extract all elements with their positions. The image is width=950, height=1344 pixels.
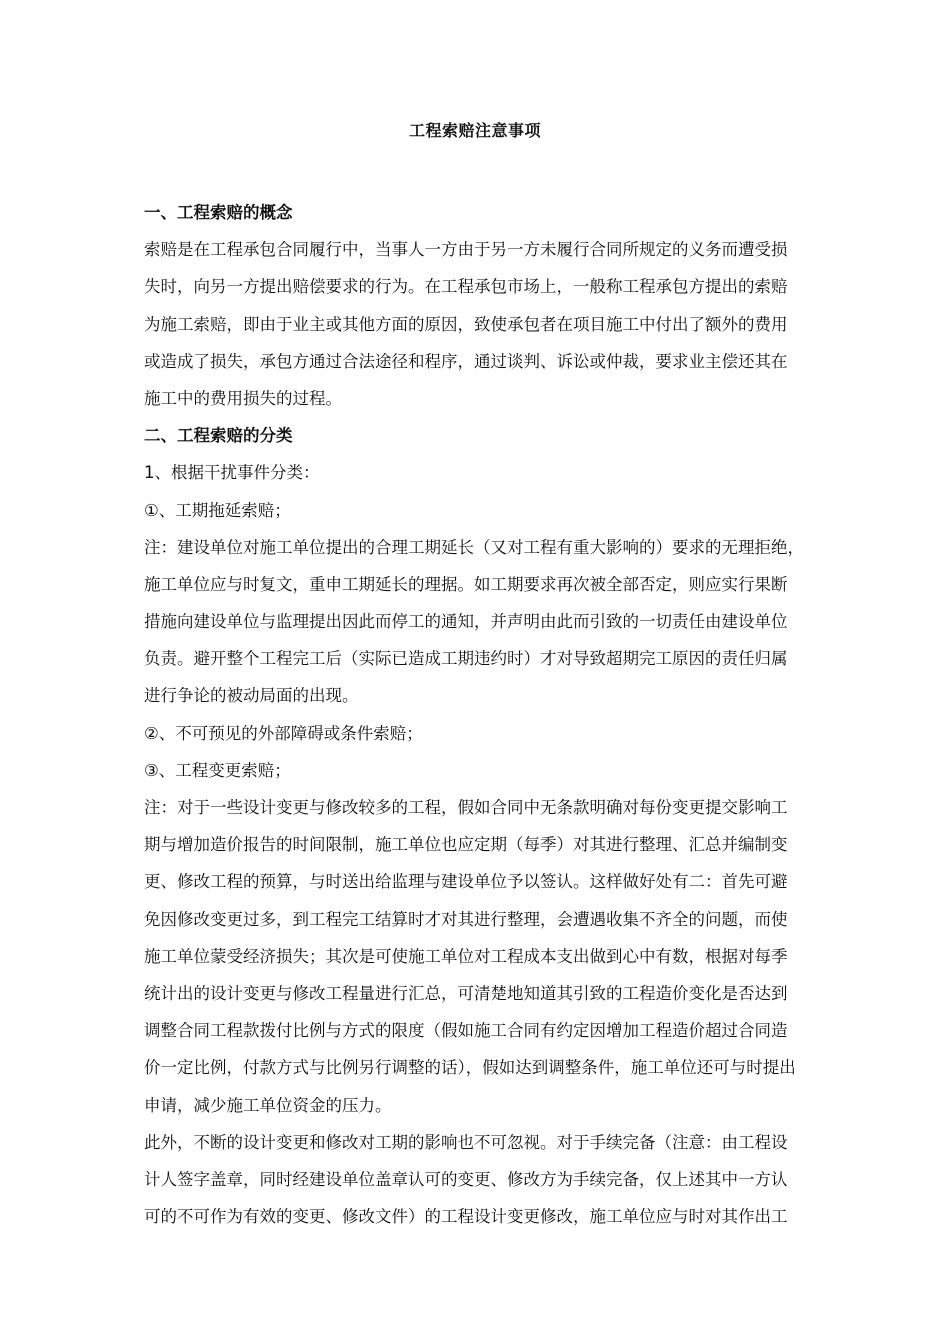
paragraph-line: 注：对于一些设计变更与修改较多的工程，假如合同中无条款明确对每份变更提交影响工 — [144, 798, 788, 817]
paragraph-line: 1、根据干扰事件分类： — [144, 463, 320, 483]
paragraph-line: 此外，不断的设计变更和修改对工期的影响也不可忽视。对于手续完备（注意：由工程设 — [144, 1132, 788, 1152]
paragraph-line: 措施向建设单位与监理提出因此而停工的通知，并声明由此而引致的一切责任由建设单位 — [144, 612, 788, 632]
paragraph-line: 申请，减少施工单位资金的压力。 — [144, 1095, 392, 1115]
paragraph-line: 可的不可作为有效的变更、修改文件）的工程设计变更修改，施工单位应与时对其作出工 — [144, 1207, 788, 1227]
paragraph-line: 计人签字盖章，同时经建设单位盖章认可的变更、修改方为手续完备，仅上述其中一方认 — [144, 1169, 788, 1189]
paragraph-line: 更、修改工程的预算，与时送出给监理与建设单位予以签认。这样做好处有二：首先可避 — [144, 872, 788, 892]
paragraph-line: 失时，向另一方提出赔偿要求的行为。在工程承包市场上，一般称工程承包方提出的索赔 — [144, 277, 788, 297]
paragraph-line: 免因修改变更过多，到工程完工结算时才对其进行整理，会遭遇收集不齐全的问题，而使 — [144, 909, 788, 929]
section-heading-line: 二、工程索赔的分类 — [144, 426, 293, 446]
document-title: 工程索赔注意事项 — [408, 121, 541, 140]
paragraph-line: 施工单位应与时复文，重申工期延长的理据。如工期要求再次被全部否定，则应实行果断 — [144, 574, 788, 594]
paragraph-line: ②、不可预见的外部障碍或条件索赔； — [144, 723, 423, 743]
paragraph-line: 价一定比例，付款方式与比例另行调整的话），假如达到调整条件，施工单位还可与时提出 — [144, 1058, 796, 1078]
paragraph-line: 或造成了损失，承包方通过合法途径和程序，通过谈判、诉讼或仲裁，要求业主偿还其在 — [144, 351, 788, 371]
paragraph-line: 进行争论的被动局面的出现。 — [144, 686, 359, 706]
paragraph-line: 施工中的费用损失的过程。 — [144, 388, 342, 408]
paragraph-line: 统计出的设计变更与修改工程量进行汇总，可清楚地知道其引致的工程造价变化是否达到 — [144, 983, 788, 1003]
paragraph-line: ③、工程变更索赔； — [144, 760, 291, 780]
section-heading-line: 一、工程索赔的概念 — [144, 203, 293, 222]
paragraph-line: 负责。避开整个工程完工后（实际已造成工期违约时）才对导致超期完工原因的责任归属 — [144, 649, 788, 669]
paragraph-line: 期与增加造价报告的时间限制，施工单位也应定期（每季）对其进行整理、汇总并编制变 — [144, 835, 788, 855]
paragraph-line: 索赔是在工程承包合同履行中，当事人一方由于另一方未履行合同所规定的义务而遭受损 — [144, 240, 788, 260]
paragraph-line: ①、工期拖延索赔； — [144, 500, 291, 520]
paragraph-line: 注：建设单位对施工单位提出的合理工期延长（又对工程有重大影响的）要求的无理拒绝， — [144, 537, 804, 557]
document-body — [144, 194, 809, 1235]
paragraph-line: 施工单位蒙受经济损失；其次是可使施工单位对工程成本支出做到心中有数，根据对每季 — [144, 946, 788, 966]
paragraph-line: 调整合同工程款拨付比例与方式的限度（假如施工合同有约定因增加工程造价超过合同造 — [144, 1021, 788, 1041]
paragraph-line: 为施工索赔，即由于业主或其他方面的原因，致使承包者在项目施工中付出了额外的费用 — [144, 314, 788, 334]
